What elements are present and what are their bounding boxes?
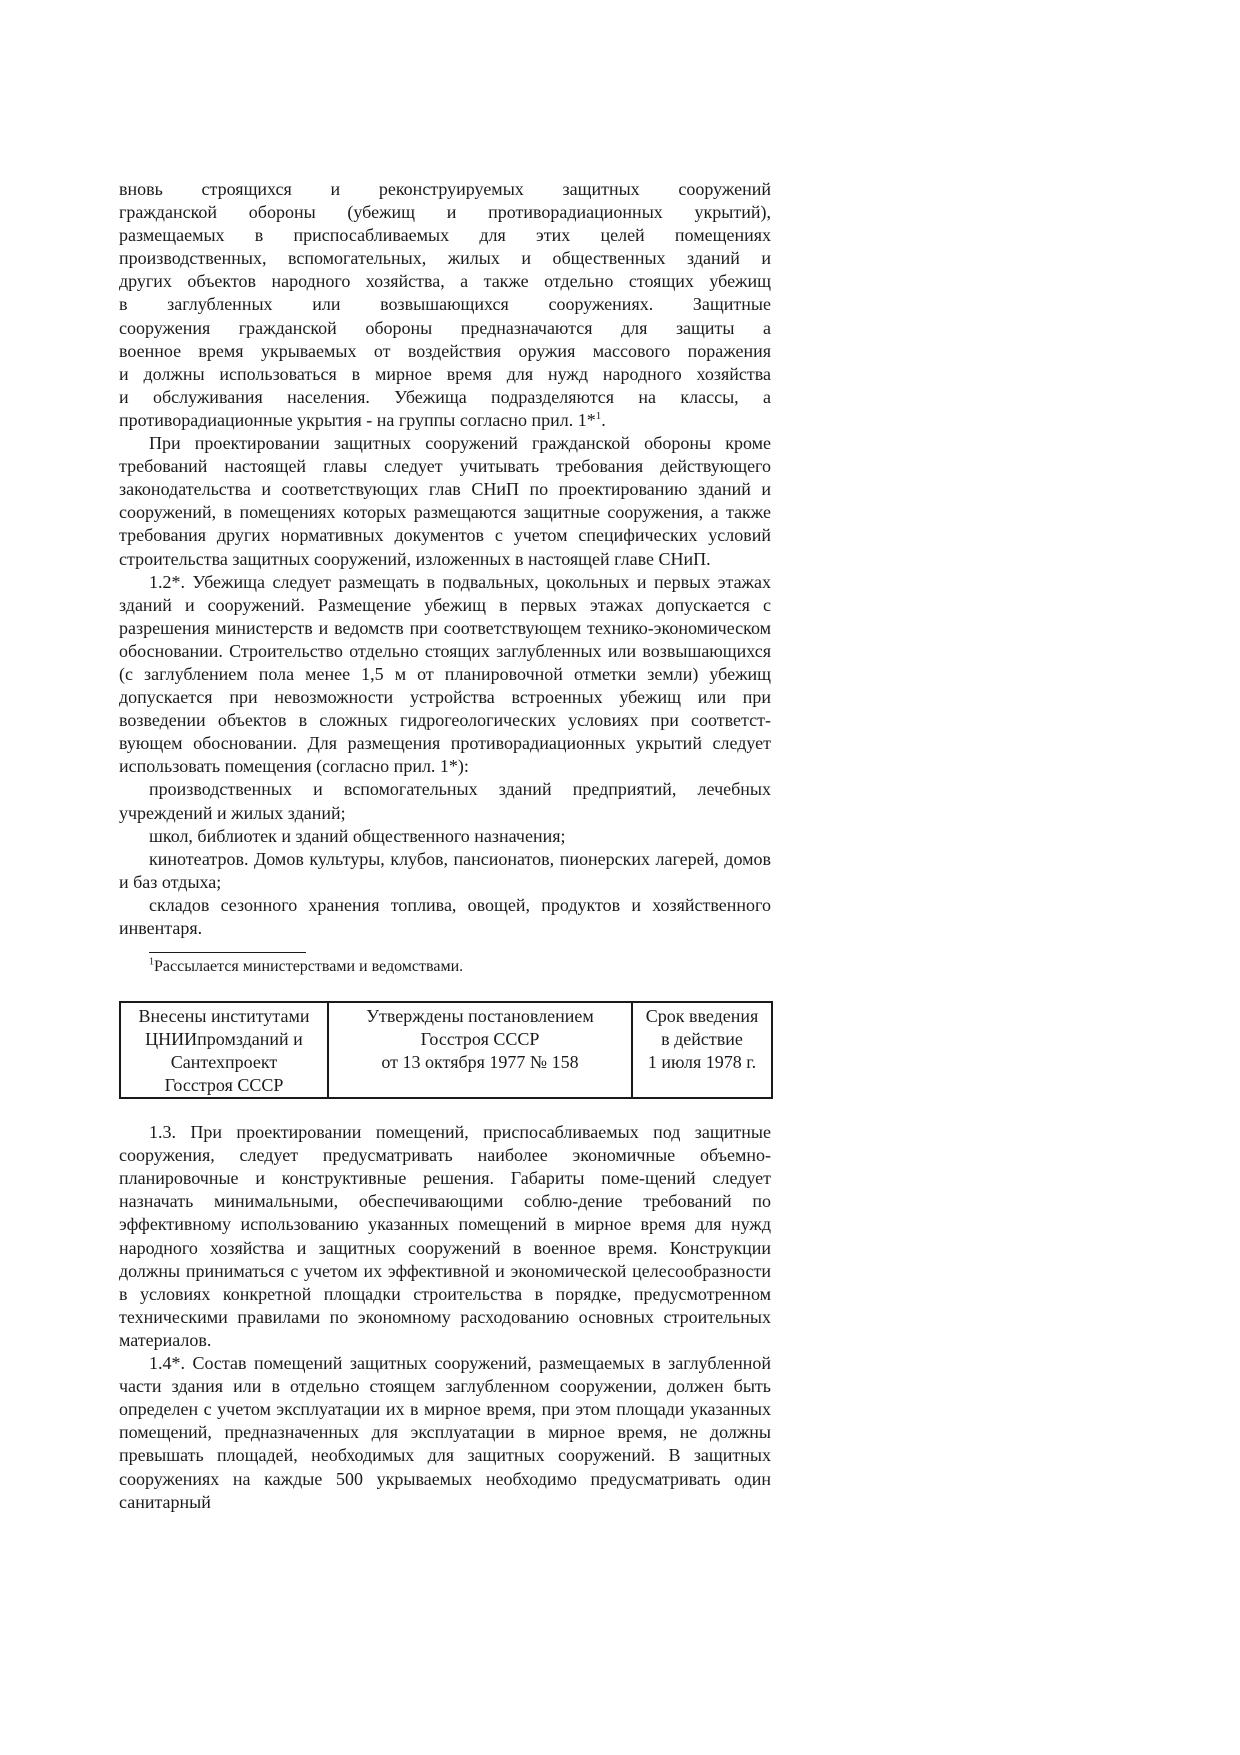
submitted-by-cell bbox=[120, 1002, 328, 1098]
intro-last-line-text: противорадиационные укрытия - на группы согласно прил. 1* bbox=[119, 409, 596, 430]
intro-line: и должны использоваться в мирное время для нужд народного хозяйства bbox=[119, 363, 771, 384]
list-item: складов сезонного хранения топлива, овощей, продуктов и хозяйственного инвентаря. bbox=[119, 894, 771, 938]
footnote-marker: 1 bbox=[149, 956, 154, 968]
paragraph-1-2: 1.2*. Убежища следует размещать в подвальных, цокольных и первых этажах зданий и сооружений. Размещение убежищ в первых этажах допускается с разрешения министерств и ведомств при соответствующем технико-экономическом обосновании. Строительство отдельно стоящих заглубленных или возвышающихся (с заглублением пола менее 1,5 м от планировочной отметки земли) убежищ допускается при невозможности устройства встроенных убежищ или при возведении объектов в сложных гидрогеологических условиях при соответст-вующем обосновании. Для размещения противорадиационных укрытий следует использовать помещения (согласно прил. 1*): bbox=[119, 571, 771, 777]
table-cell-line: Госстроя СССР bbox=[164, 1075, 284, 1096]
info-table-row bbox=[120, 1002, 772, 1098]
paragraph-design-requirements: При проектировании защитных сооружений гражданской обороны кроме требований настоящей главы следует учитывать требования действующего законодательства и соответствующих глав СНиП по проектированию зданий и сооружений, в помещениях которых размещаются защитные сооружения, а также требования других нормативных документов с учетом специфических условий строительства защитных сооружений, изложенных в настоящей главе СНиП. bbox=[119, 433, 771, 569]
intro-last-line-end: . bbox=[601, 409, 606, 430]
intro-line: в заглубленных или возвышающихся сооружениях. Защитные bbox=[119, 294, 771, 315]
list-item: кинотеатров. Домов культуры, клубов, пансионатов, пионерских лагерей, домов и баз отдыха; bbox=[119, 848, 771, 892]
paragraph-1-4: 1.4*. Состав помещений защитных сооружений, размещаемых в заглубленной части здания или в отдельно стоящем заглубленном сооружении, должен быть определен с учетом эксплуатации их в мирное время, при этом площади указанных помещений, предназначенных для эксплуатации в мирное время, не должны превышать площадей, необходимых для защитных сооружений. В защитных сооружениях на каждые 500 укрываемых необходимо предусматривать один санитарный bbox=[119, 1353, 771, 1512]
intro-line: производственных, вспомогательных, жилых и общественных зданий и bbox=[119, 248, 771, 269]
table-cell-line: Внесены институтами bbox=[138, 1006, 310, 1027]
intro-line: других объектов народного хозяйства, а также отдельно стоящих убежищ bbox=[119, 271, 771, 292]
table-cell-line: 1 июля 1978 г. bbox=[647, 1052, 757, 1073]
intro-paragraph bbox=[119, 178, 771, 432]
footnote-text: Рассылается министерствами и ведомствами. bbox=[154, 958, 464, 976]
intro-last-line bbox=[119, 409, 771, 432]
table-cell-line: Сантехпроект bbox=[170, 1052, 278, 1073]
effective-date-cell bbox=[632, 1002, 772, 1098]
table-cell-line: Срок введения bbox=[645, 1006, 759, 1027]
intro-line: размещаемых в приспосабливаемых для этих целей помещениях bbox=[119, 225, 771, 246]
intro-line: и обслуживания населения. Убежища подразделяются на классы, а bbox=[119, 386, 771, 407]
approved-by-cell bbox=[328, 1002, 632, 1098]
footnote-separator bbox=[149, 952, 306, 953]
paragraph-1-3: 1.3. При проектировании помещений, приспосабливаемых под защитные сооружения, следует предусматривать наиболее экономичные объемно-планировочные и конструктивные решения. Габариты поме-щений следует назначать минимальными, обеспечивающими соблю-дение требований по эффективному использованию указанных помещений в мирное время для нужд народного хозяйства и защитных сооружений в военное время. Конструкции должны приниматься с учетом их эффективной и экономической целесообразности в условиях конкретной площадки строительства в порядке, предусмотренном техническими правилами по экономному расходованию основных строительных материалов. bbox=[119, 1122, 771, 1350]
info-table bbox=[119, 1001, 773, 1099]
intro-line: сооружения гражданской обороны предназначаются для защиты а bbox=[119, 317, 771, 338]
footnote-block bbox=[119, 952, 771, 977]
table-cell-line: Госстроя СССР bbox=[420, 1029, 540, 1050]
intro-line: вновь строящихся и реконструируемых защитных сооружений bbox=[119, 179, 771, 199]
table-cell-line: ЦНИИпромзданий и bbox=[145, 1029, 303, 1050]
table-cell-line: в действие bbox=[661, 1029, 743, 1050]
table-cell-line: Утверждены постановлением bbox=[366, 1006, 594, 1027]
footnote-reference: 1 bbox=[595, 409, 602, 422]
list-item: производственных и вспомогательных зданий предприятий, лечебных учреждений и жилых зданий; bbox=[119, 779, 771, 823]
document-page bbox=[119, 178, 771, 1514]
intro-line: военное время укрываемых от воздействия оружия массового поражения bbox=[119, 340, 771, 361]
footnote bbox=[149, 957, 771, 977]
table-cell-line: от 13 октября 1977 № 158 bbox=[381, 1052, 579, 1073]
intro-line: гражданской обороны (убежищ и противорадиационных укрытий), bbox=[119, 202, 771, 223]
list-item: школ, библиотек и зданий общественного назначения; bbox=[149, 825, 566, 846]
